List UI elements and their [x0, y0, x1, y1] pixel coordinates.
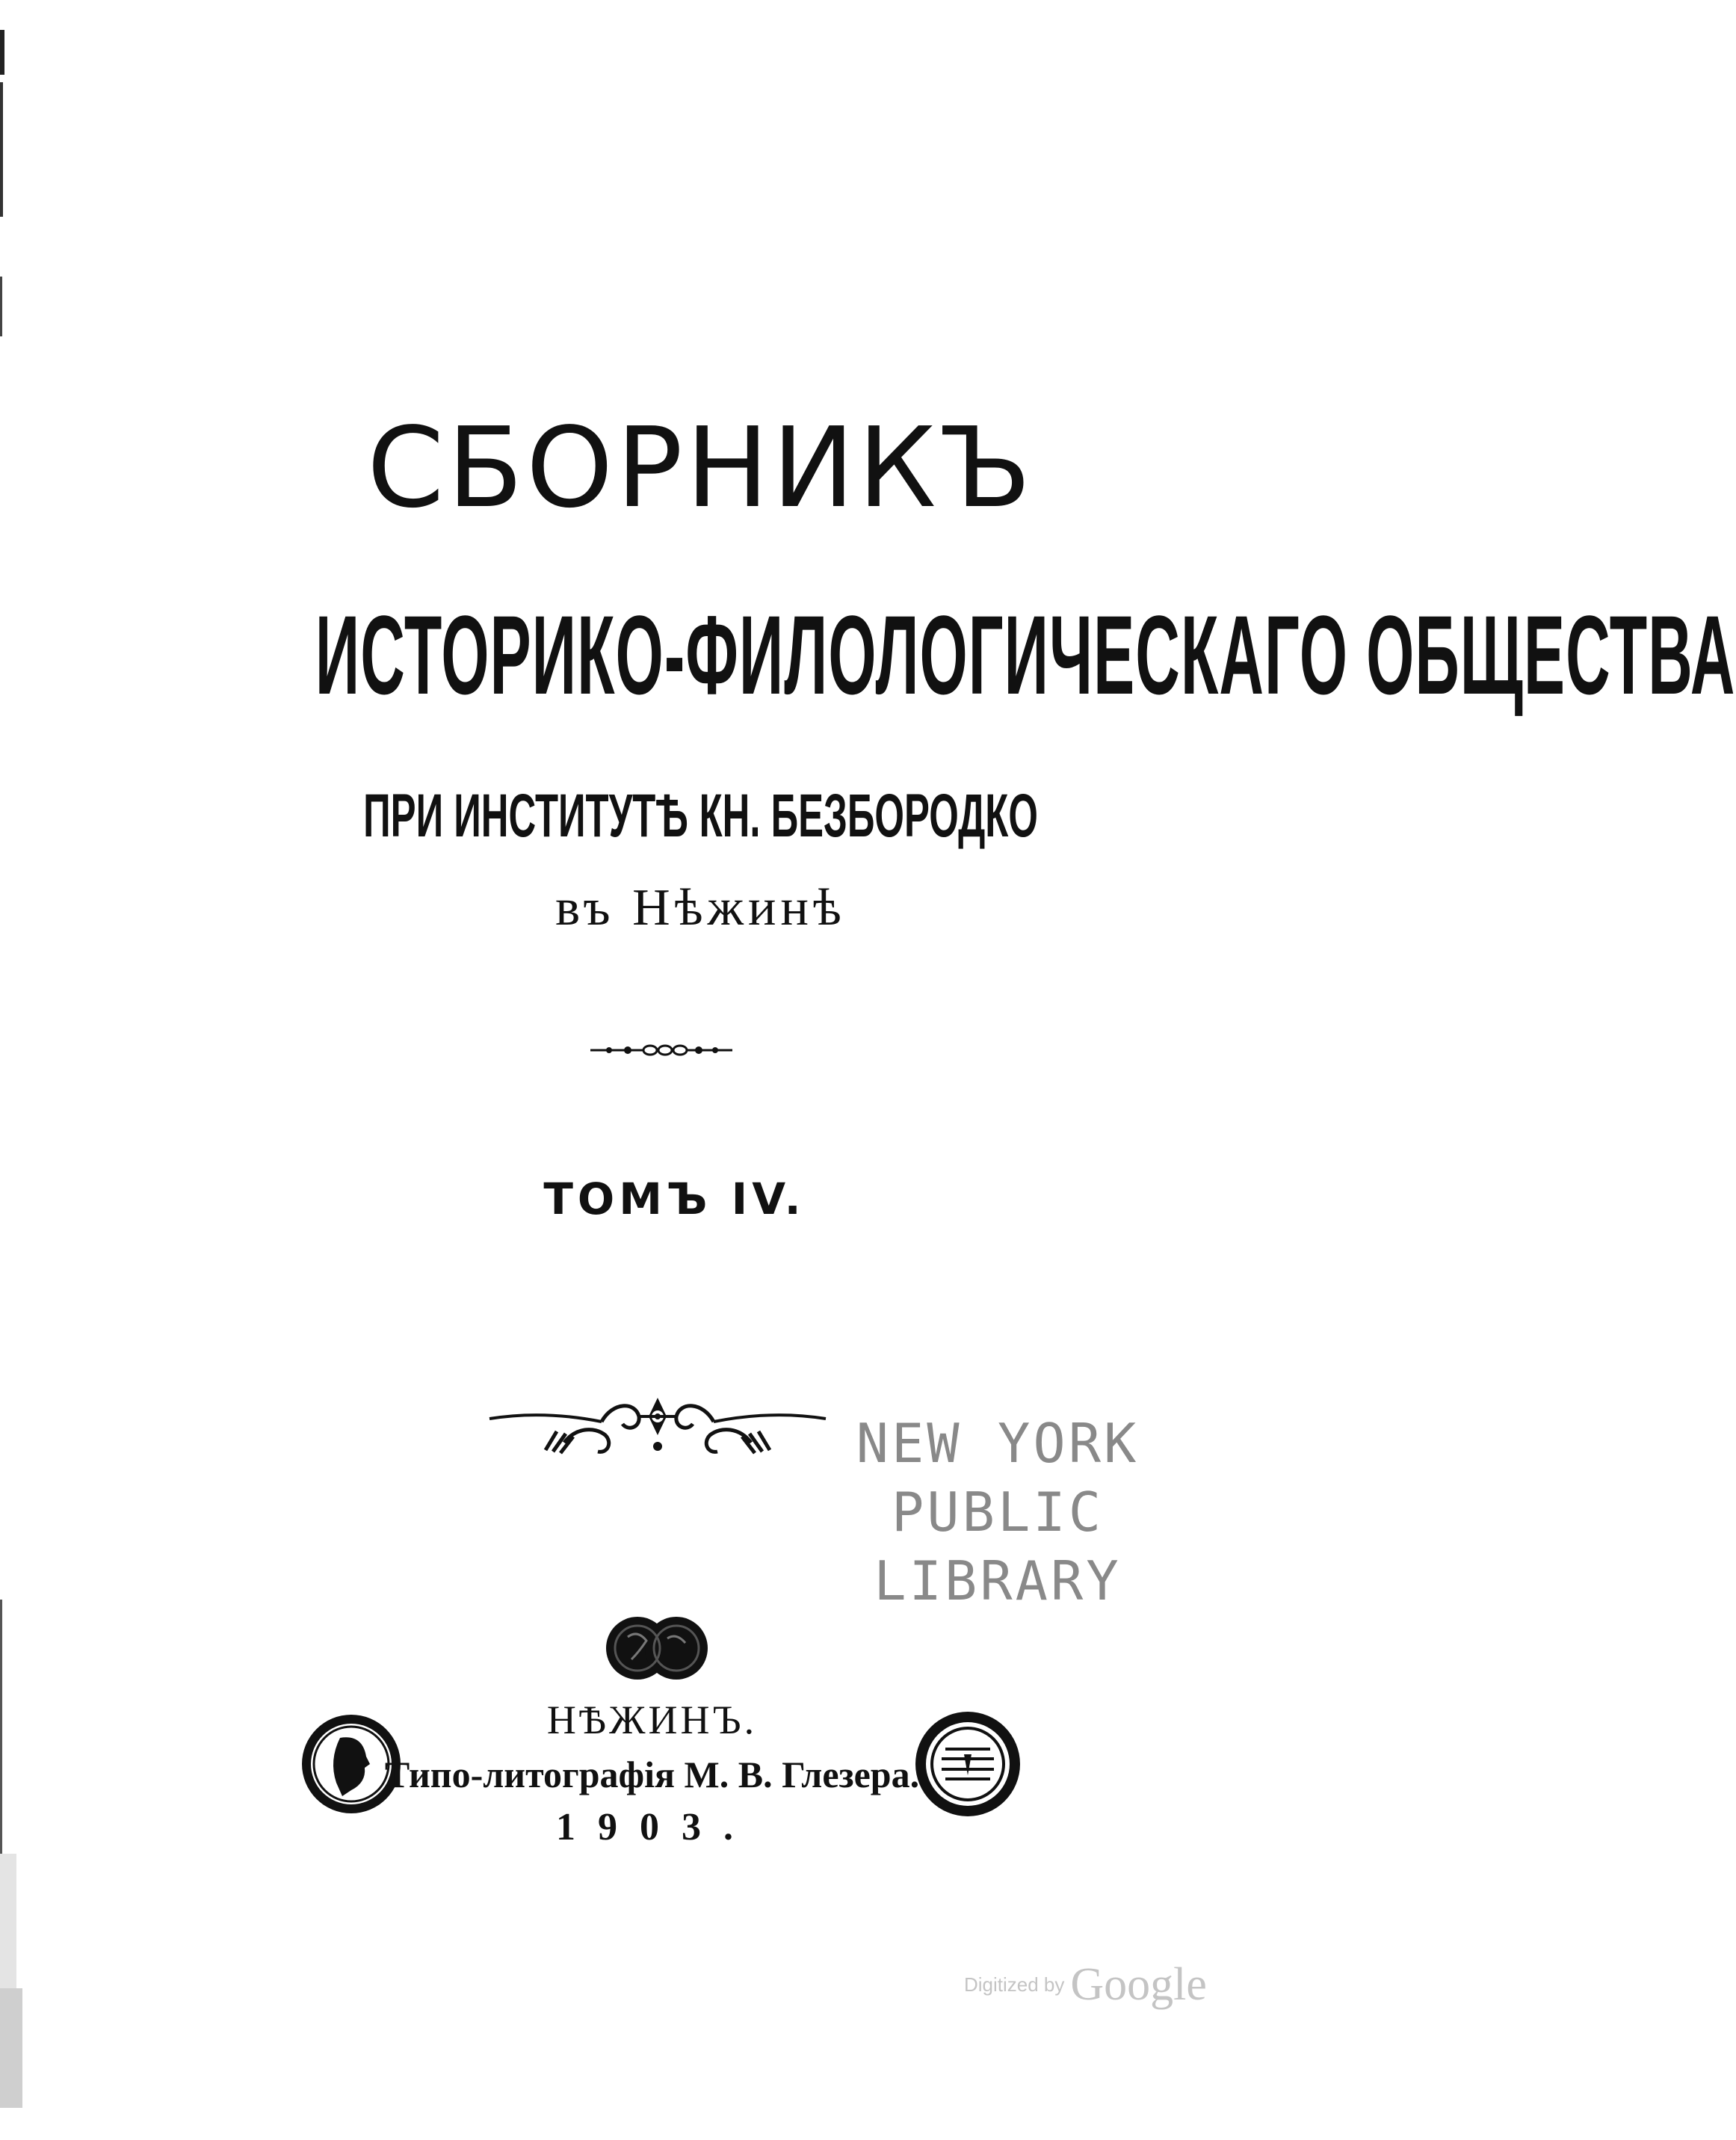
- digitized-prefix: Digitized by: [964, 1973, 1065, 1996]
- stamp-line: PUBLIC: [891, 1481, 1105, 1544]
- floral-vignette: [482, 1383, 833, 1465]
- medal-pair-icon: [602, 1607, 714, 1689]
- imprint-city: НѢЖИНЪ.: [546, 1697, 758, 1742]
- institute-line: ПРИ ИНСТИТУТѢ КН. БЕЗБОРОДКО: [363, 782, 1038, 850]
- place-line: въ Нѣжинѣ: [555, 879, 846, 937]
- digitized-watermark: [964, 1958, 1207, 2011]
- imprint-printer: Типо-литографія М. В. Глезера.: [384, 1754, 920, 1795]
- ornamental-rule: [587, 1035, 736, 1065]
- volume-number: ТОМЪ IV.: [543, 1174, 806, 1224]
- library-stamp: [803, 1409, 1192, 1615]
- stamp-line: LIBRARY: [874, 1550, 1122, 1612]
- stamp-line: NEW YORK: [856, 1412, 1140, 1475]
- imprint-year: 1903.: [556, 1806, 756, 1848]
- collection-title: СБОРНИКЪ: [367, 404, 1034, 532]
- digitized-brand: Google: [1070, 1959, 1207, 2010]
- society-name: ИСТОРИКО-ФИЛОЛОГИЧЕСКАГО ОБЩЕСТВА: [315, 592, 1736, 718]
